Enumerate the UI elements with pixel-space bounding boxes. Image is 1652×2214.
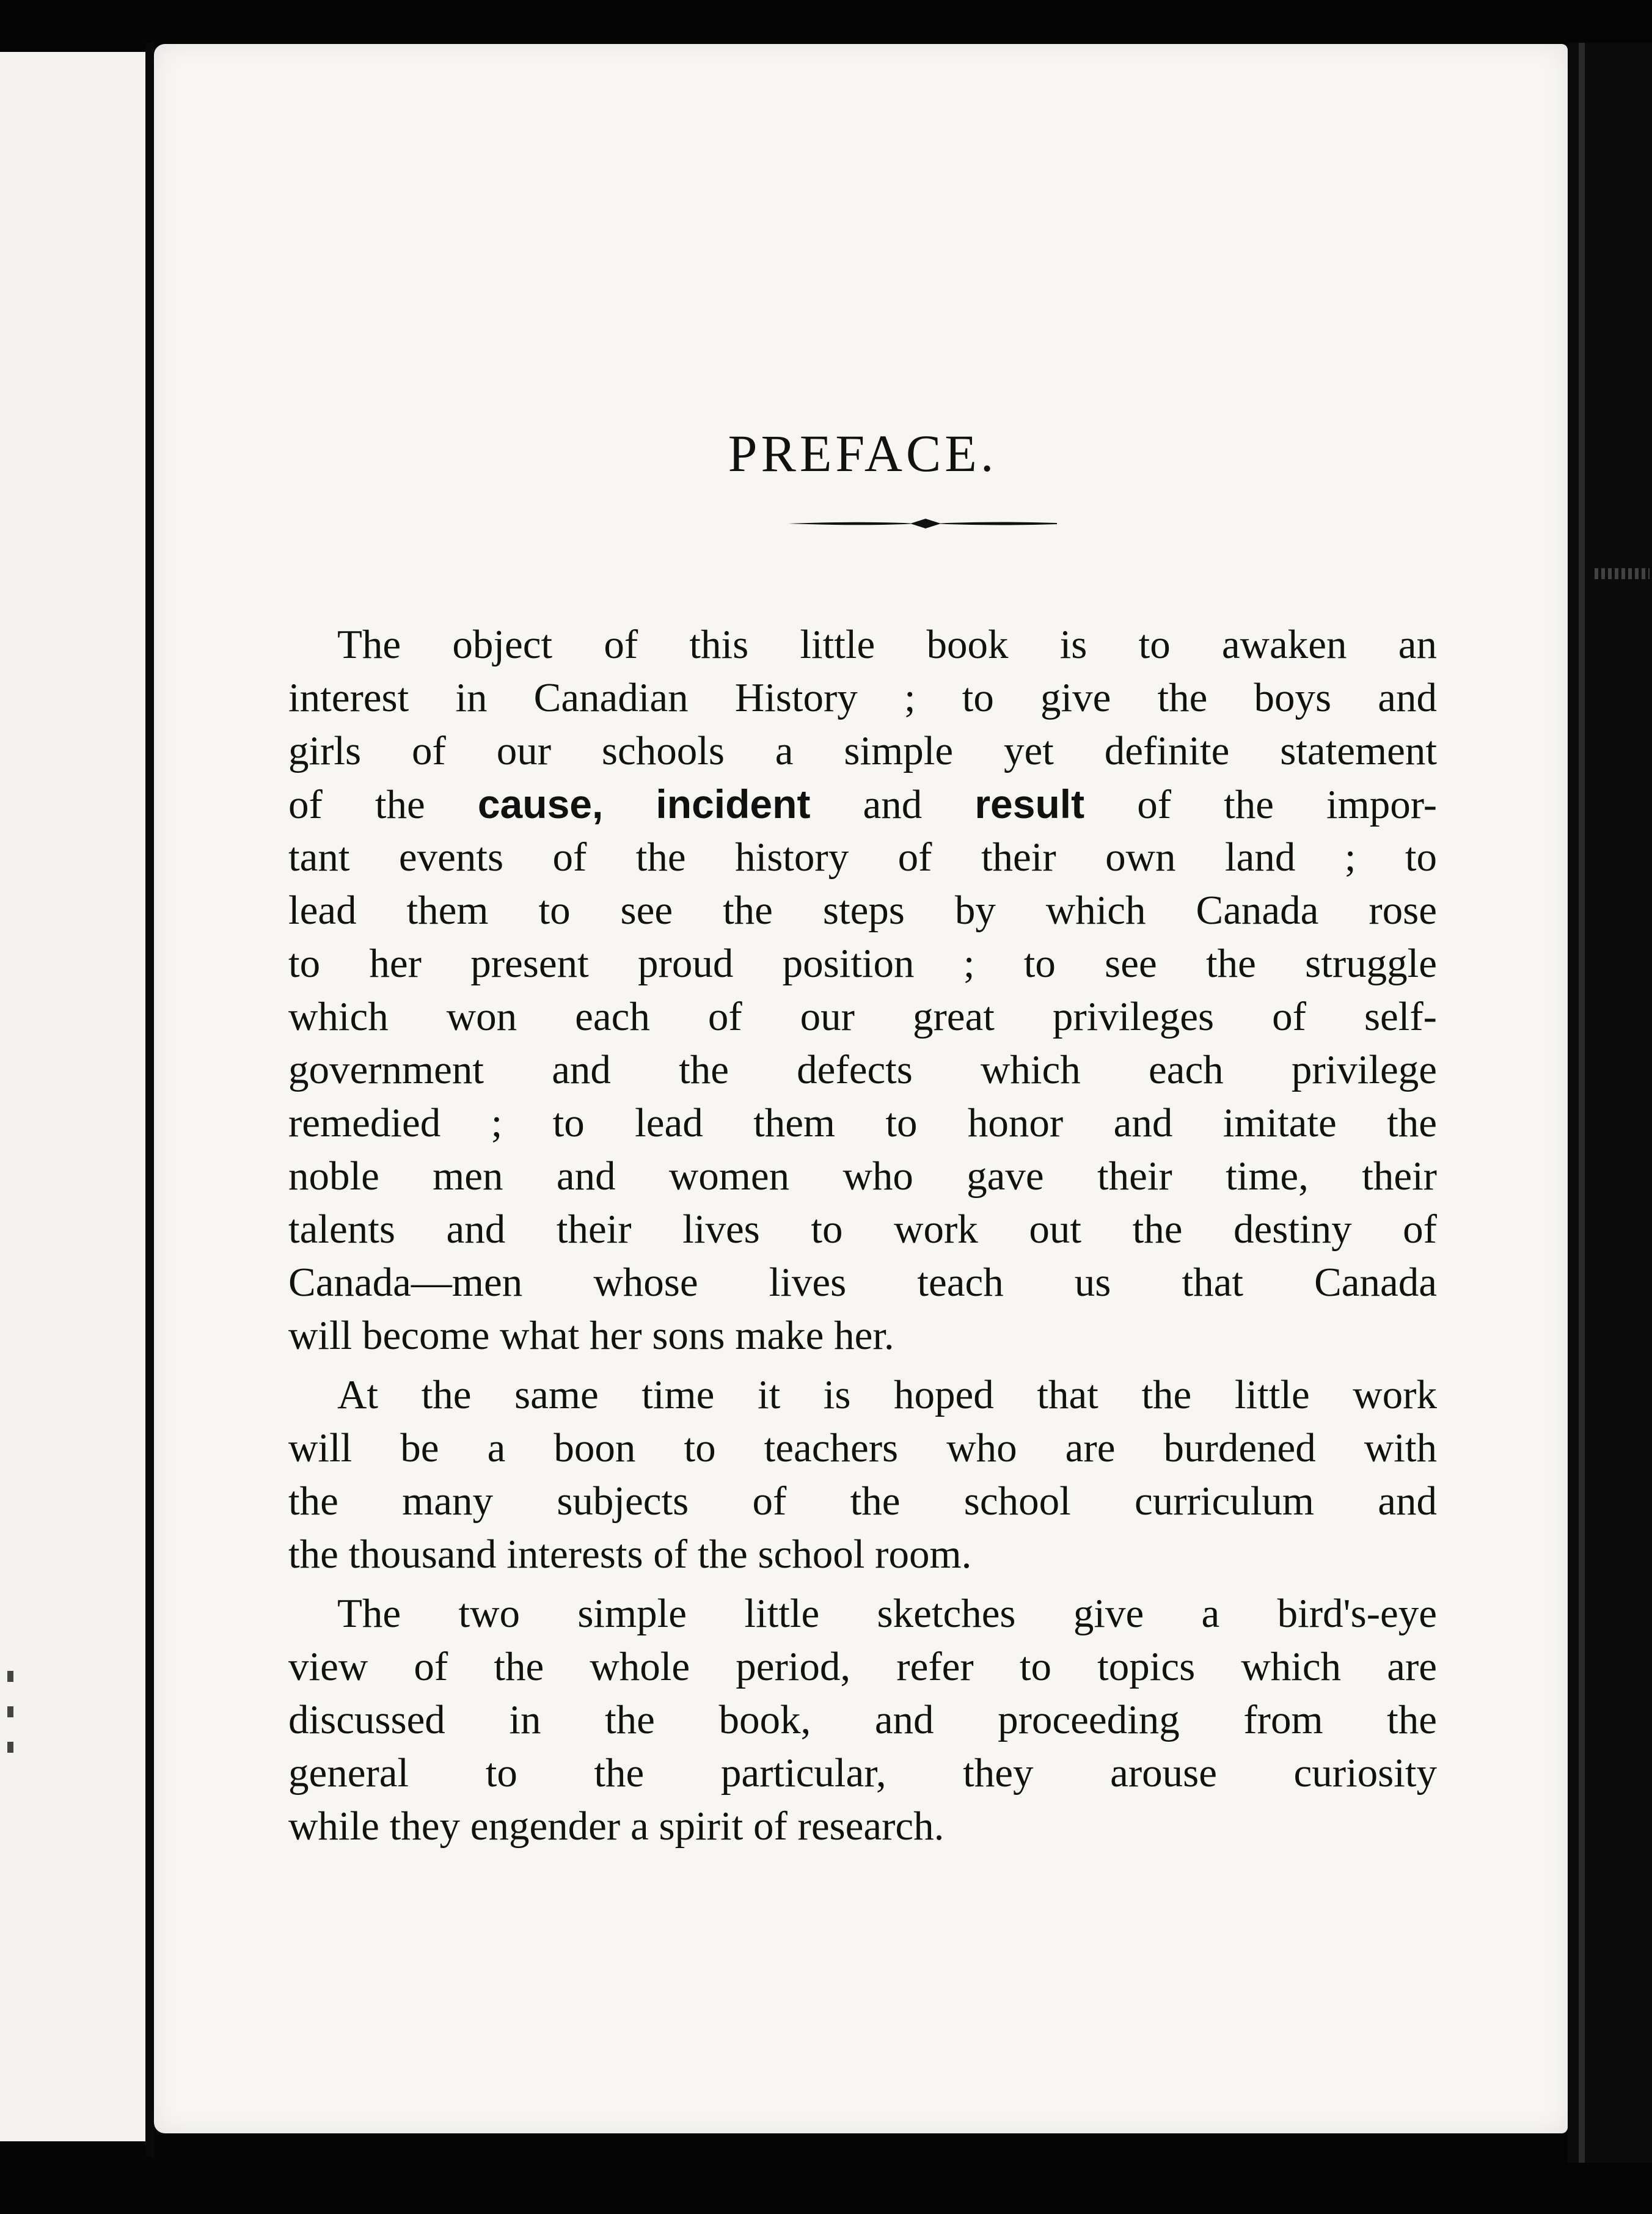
text-line: view of the whole period, refer to topics which are [288, 1644, 1437, 1689]
emphasis-result: result [974, 781, 1085, 827]
text-line: while they engender a spirit of research. [288, 1803, 945, 1849]
text-line: remedied ; to lead them to honor and imitate the [288, 1100, 1437, 1145]
text-line: talents and their lives to work out the destiny of [288, 1207, 1437, 1252]
preface-text [288, 618, 1437, 1853]
page-title: PREFACE. [728, 424, 998, 483]
text-line: interest in Canadian History ; to give the boys and [288, 675, 1437, 720]
bleed-through-marks [1595, 568, 1650, 579]
text-line: will become what her sons make her. [288, 1313, 894, 1358]
text-line: will be a boon to teachers who are burdened with [288, 1425, 1437, 1471]
text-fragment: of the impor- [1137, 782, 1437, 827]
paragraph-1 [288, 618, 1437, 1362]
text-line: which won each of our great privileges of self- [288, 994, 1437, 1039]
paragraph-3 [288, 1587, 1437, 1853]
text-line: general to the particular, they arouse curiosity [288, 1750, 1437, 1796]
text-line: to her present proud position ; to see the struggle [288, 941, 1437, 986]
emphasis-cause: cause, [477, 781, 604, 827]
text-line: lead them to see the steps by which Canada rose [288, 888, 1437, 933]
text-line: At the same time it is hoped that the little work [337, 1372, 1437, 1417]
text-line: discussed in the book, and proceeding from the [288, 1697, 1437, 1742]
text-line: the thousand interests of the school room. [288, 1532, 972, 1577]
text-line: The two simple little sketches give a bird's-eye [337, 1591, 1437, 1636]
paragraph-2 [288, 1368, 1437, 1581]
text-line: the many subjects of the school curriculum and [288, 1478, 1437, 1524]
book-gutter [145, 43, 154, 2157]
right-binding-edge [1568, 43, 1652, 2163]
emphasis-incident: incident [656, 781, 811, 827]
title-rule-ornament-icon [788, 514, 1057, 533]
text-line: girls of our schools a simple yet definite statement [288, 728, 1437, 773]
preface-page [154, 44, 1568, 2133]
text-line: The object of this little book is to awaken an [337, 622, 1437, 667]
text-line: government and the defects which each privilege [288, 1047, 1437, 1092]
previous-page-marks [7, 1671, 20, 1830]
text-line: Canada—men whose lives teach us that Canada [288, 1260, 1437, 1305]
text-fragment: and [863, 782, 923, 827]
text-line: tant events of the history of their own land ; to [288, 835, 1437, 880]
text-line: noble men and women who gave their time, their [288, 1153, 1437, 1199]
emphasis-text-line [288, 778, 1437, 831]
text-fragment: of the [288, 782, 425, 827]
previous-page-edge [0, 52, 149, 2141]
